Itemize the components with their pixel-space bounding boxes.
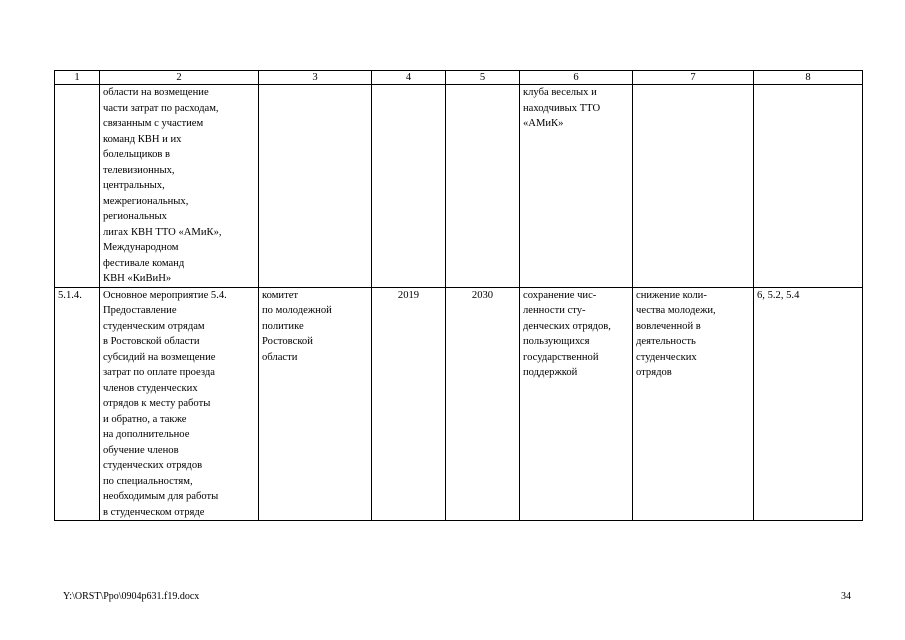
column-header: 5 xyxy=(446,71,520,85)
column-header: 3 xyxy=(259,71,372,85)
cell-activity: Основное мероприятие 5.4. Предоставление студенческим отрядам в Ростовской области субсидий на возмещение затрат по оплате проезда членов студенческих отрядов к месту работы и обратно, а также на дополнительное обучение членов студенческих отрядов по специальностям, необходимым для работы в студенческом отряде xyxy=(100,287,259,521)
cell-consequences xyxy=(633,85,754,288)
cell-end-year: 2030 xyxy=(446,287,520,521)
cell-indicators: 6, 5.2, 5.4 xyxy=(754,287,863,521)
cell-indicators xyxy=(754,85,863,288)
cell-expected-result: сохранение чис- ленности сту- денческих отрядов, пользующихся государственной поддержкой xyxy=(520,287,633,521)
cell-consequences: снижение коли- чества молодежи, вовлеченной в деятельность студенческих отрядов xyxy=(633,287,754,521)
cell-activity: области на возмещение части затрат по расходам, связанным с участием команд КВН и их болельщиков в телевизионных, центральных, межрегиональных, региональных лигах КВН ТТО «АМиК», Международном фестивале команд КВН «КиВиН» xyxy=(100,85,259,288)
cell-expected-result: клуба веселых и находчивых ТТО «АМиК» xyxy=(520,85,633,288)
column-header: 1 xyxy=(55,71,100,85)
column-header: 4 xyxy=(372,71,446,85)
cell-start-year xyxy=(372,85,446,288)
column-header: 8 xyxy=(754,71,863,85)
cell-start-year: 2019 xyxy=(372,287,446,521)
cell-executor xyxy=(259,85,372,288)
page-number: 34 xyxy=(841,591,851,602)
footer-file-path: Y:\ORST\Ppo\0904p631.f19.docx xyxy=(63,591,200,602)
cell-executor: комитет по молодежной политике Ростовской области xyxy=(259,287,372,521)
column-header: 7 xyxy=(633,71,754,85)
program-table xyxy=(54,70,863,521)
column-number-row xyxy=(55,71,863,85)
column-header: 2 xyxy=(100,71,259,85)
column-header: 6 xyxy=(520,71,633,85)
cell-number: 5.1.4. xyxy=(55,287,100,521)
cell-number xyxy=(55,85,100,288)
table-row xyxy=(55,287,863,521)
table-row xyxy=(55,85,863,288)
cell-end-year xyxy=(446,85,520,288)
